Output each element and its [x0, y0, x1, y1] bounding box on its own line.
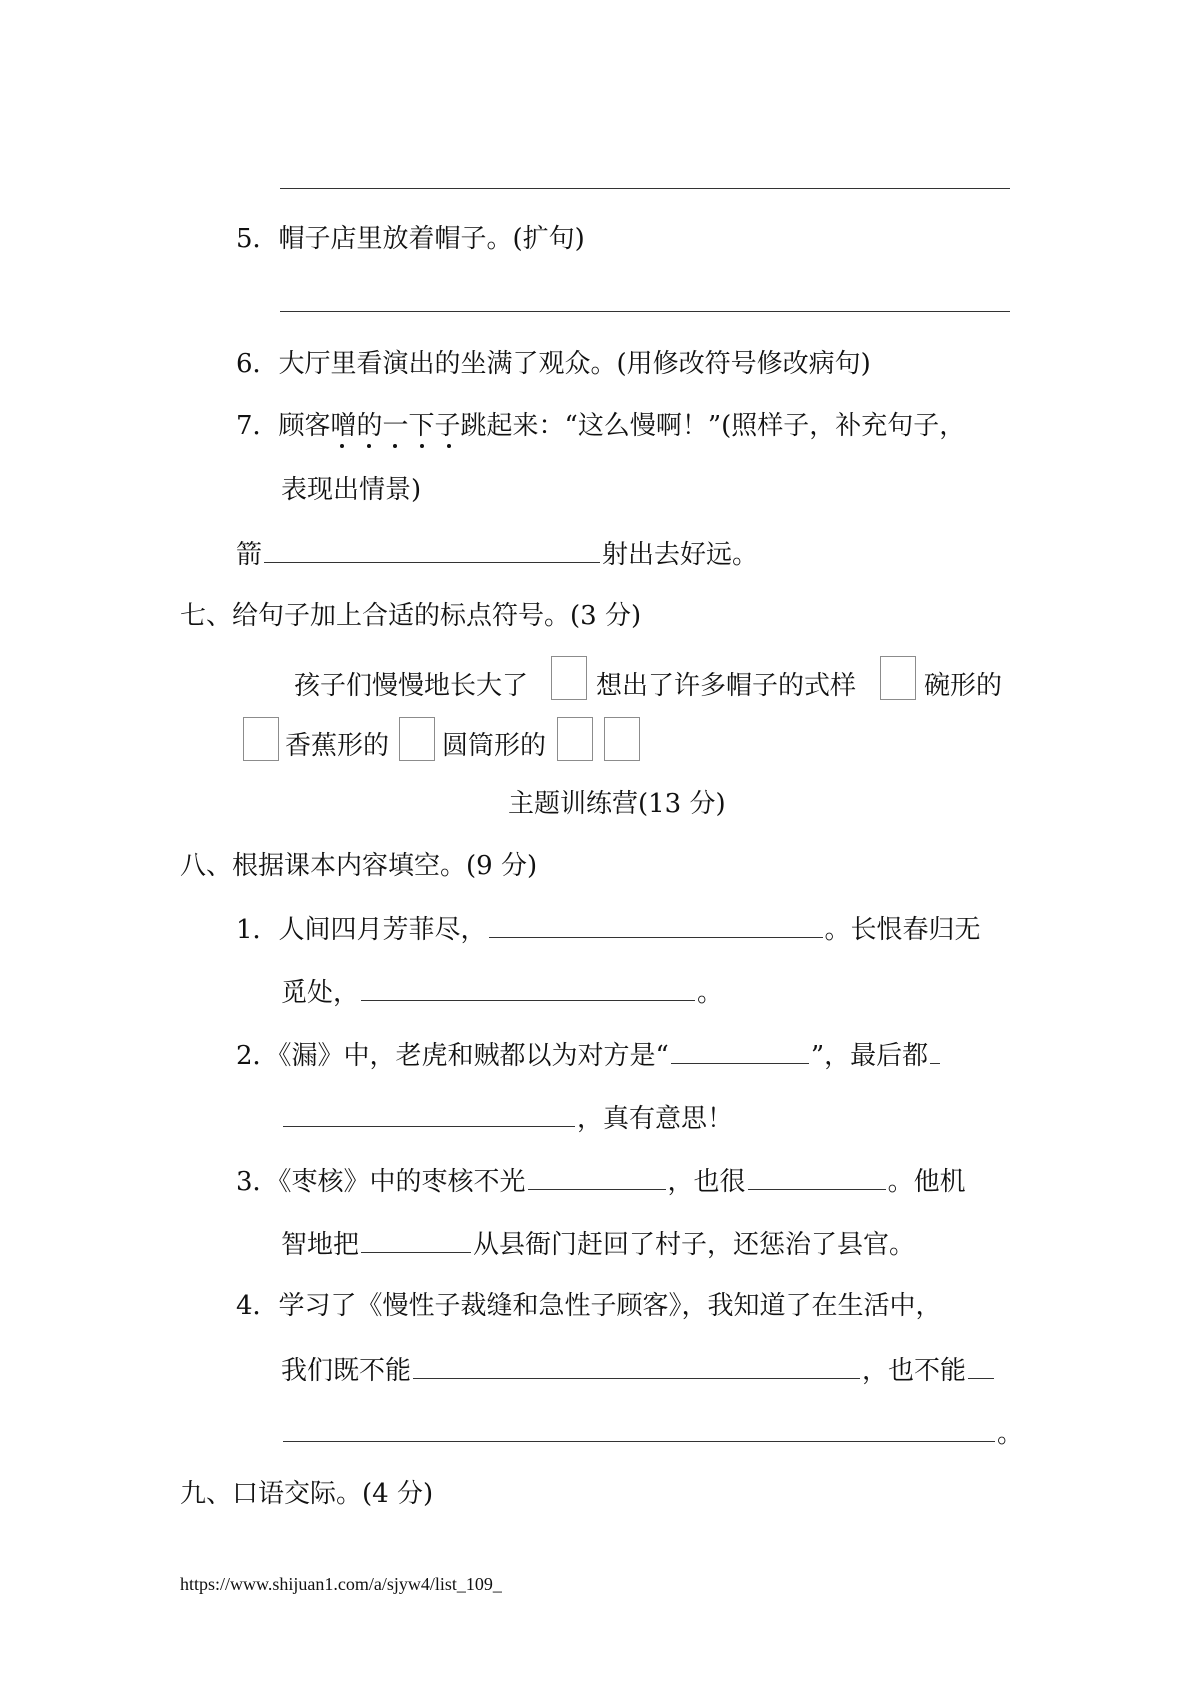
question-7-line-1: 7．顾客噌的一下子跳起来：“这么慢啊！”(照样子，补充句子，: [236, 411, 966, 441]
question-8-4-line-1: 4．学习了《慢性子裁缝和急性子顾客》，我知道了在生活中，: [236, 1291, 942, 1321]
section-8-title: 八、根据课本内容填空。(9 分): [180, 851, 538, 881]
text: ，也不能: [862, 1356, 967, 1386]
text: 觅处，: [281, 978, 360, 1008]
section-7-text-1: 孩子们慢慢地长大了: [294, 671, 529, 701]
punctuation-box[interactable]: [243, 717, 279, 761]
text: 3．《枣核》中的枣核不光: [236, 1167, 526, 1197]
example-suffix: 射出去好远。: [602, 540, 759, 570]
punctuation-box[interactable]: [557, 717, 593, 761]
answer-blank[interactable]: [930, 1041, 940, 1064]
emphasis-dot: [340, 444, 344, 448]
text: 我们既不能: [281, 1356, 412, 1386]
punctuation-box[interactable]: [551, 656, 587, 700]
answer-line: [280, 188, 1010, 189]
text: 。他机: [887, 1167, 966, 1197]
question-8-4-line-3: [281, 1419, 1023, 1447]
question-8-3-line-1: [236, 1167, 966, 1195]
question-8-2-line-1: [236, 1041, 942, 1069]
text: 。长恨春归无: [824, 915, 981, 945]
question-8-1-line-1: [236, 915, 981, 943]
answer-blank[interactable]: [413, 1356, 860, 1379]
answer-blank[interactable]: [489, 915, 823, 938]
question-8-1-line-2: [281, 978, 723, 1006]
section-7-text-2: 想出了许多帽子的式样: [596, 671, 857, 701]
question-7-line-2: 表现出情景): [281, 475, 422, 505]
section-9-title: 九、口语交际。(4 分): [180, 1479, 434, 1509]
answer-blank[interactable]: [361, 1230, 471, 1253]
section-7-text-4: 香蕉形的: [285, 731, 390, 761]
theme-title: 主题训练营(13 分): [508, 789, 726, 819]
punctuation-box[interactable]: [880, 656, 916, 700]
text: 1．人间四月芳菲尽，: [236, 915, 487, 945]
answer-blank[interactable]: [748, 1167, 886, 1190]
text: 从县衙门赶回了村子，还惩治了县官。: [473, 1230, 916, 1260]
text: 智地把: [281, 1230, 360, 1260]
answer-blank[interactable]: [968, 1356, 994, 1379]
answer-blank[interactable]: [528, 1167, 666, 1190]
emphasis-dot: [447, 444, 451, 448]
section-7-title: 七、给句子加上合适的标点符号。(3 分): [180, 601, 642, 631]
text: 2．《漏》中，老虎和贼都以为对方是“: [236, 1041, 669, 1071]
punctuation-box[interactable]: [604, 717, 640, 761]
question-8-2-line-2: [281, 1104, 733, 1132]
emphasis-dot: [367, 444, 371, 448]
question-7-example: [236, 540, 758, 568]
emphasis-dot: [420, 444, 424, 448]
footer-url[interactable]: https://www.shijuan1.com/a/sjyw4/list_109_: [180, 1574, 502, 1594]
emphasis-dot: [393, 444, 397, 448]
text: 。: [697, 978, 724, 1008]
question-5: 5．帽子店里放着帽子。(扩句): [236, 224, 585, 254]
answer-blank[interactable]: [283, 1419, 995, 1442]
section-7-text-5: 圆筒形的: [442, 731, 547, 761]
text: ”，最后都: [810, 1041, 929, 1071]
question-6: 6．大厅里看演出的坐满了观众。(用修改符号修改病句): [236, 349, 871, 379]
section-7-text-3: 碗形的: [924, 671, 1003, 701]
answer-blank[interactable]: [283, 1104, 575, 1127]
answer-blank[interactable]: [264, 540, 600, 563]
text: ，真有意思！: [577, 1104, 734, 1134]
answer-blank[interactable]: [671, 1041, 809, 1064]
punctuation-box[interactable]: [399, 717, 435, 761]
question-8-4-line-2: [281, 1356, 996, 1384]
answer-blank[interactable]: [361, 978, 695, 1001]
text: 。: [997, 1419, 1024, 1449]
question-8-3-line-2: [281, 1230, 915, 1258]
text: ，也很: [667, 1167, 746, 1197]
answer-line: [280, 311, 1010, 312]
example-prefix: 箭: [236, 540, 263, 570]
